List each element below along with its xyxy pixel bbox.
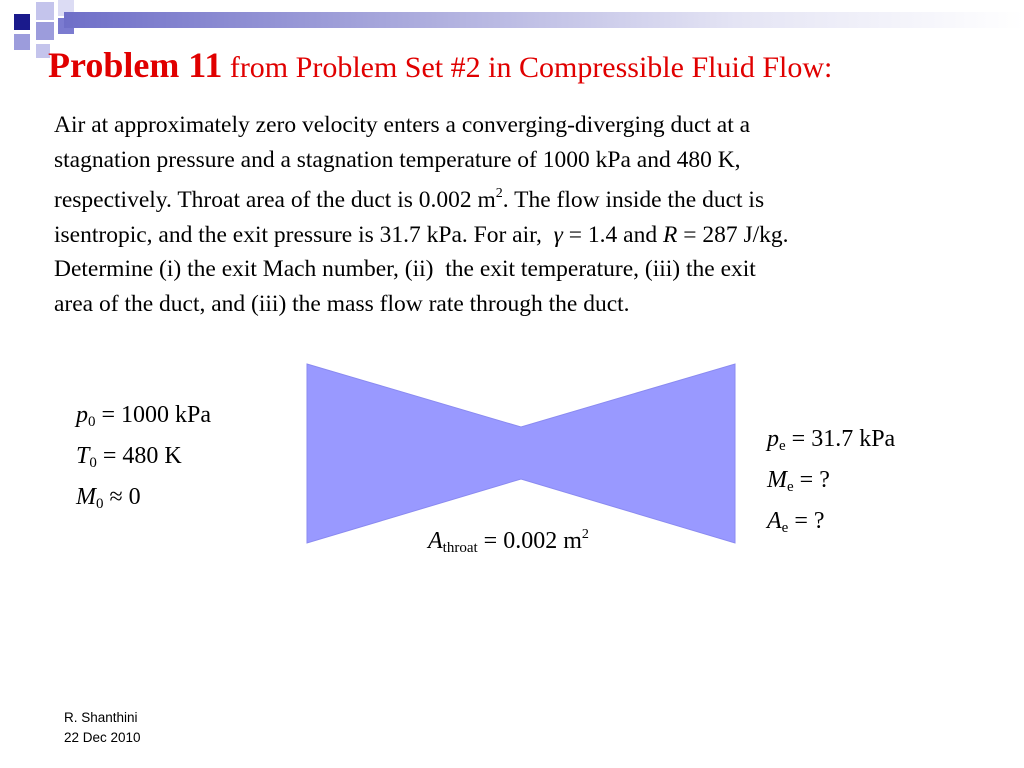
symbol: M (76, 484, 96, 510)
superscript: 2 (581, 527, 589, 542)
problem-text: = 287 J/kg. (677, 221, 789, 248)
subscript: e (787, 479, 794, 495)
subscript: 0 (88, 414, 96, 430)
gamma-symbol: γ (553, 221, 563, 248)
inlet-pressure (76, 398, 211, 439)
inlet-temperature (76, 439, 211, 480)
title-subtitle: from Problem Set #2 in Compressible Fluid Flow: (229, 51, 833, 84)
problem-line: Air at approximately zero velocity enters a converging-diverging duct at a (54, 112, 751, 138)
value: = ? (788, 508, 825, 534)
value: = 480 K (96, 443, 182, 469)
exit-pressure (767, 422, 895, 463)
gas-constant-symbol: R (662, 221, 678, 248)
problem-line: area of the duct, and (iii) the mass flow rate through the duct. (54, 290, 630, 317)
symbol: T (76, 443, 90, 469)
footer-date: 22 Dec 2010 (64, 730, 141, 745)
exit-area (767, 504, 895, 545)
value: = 0.002 m (477, 528, 582, 554)
symbol: A (767, 508, 782, 534)
exit-conditions (767, 422, 895, 545)
problem-text: isentropic, and the exit pressure is 31.7 kPa. For air, (54, 221, 554, 248)
problem-text: . The flow inside the duct is (502, 187, 765, 213)
problem-text: respectively. Throat area of the duct is 0.002 m (54, 187, 496, 213)
value: ≈ 0 (103, 484, 141, 510)
problem-superscript: 2 (495, 186, 503, 201)
symbol: p (76, 402, 88, 428)
subscript: 0 (89, 455, 97, 471)
throat-area-label (428, 527, 589, 557)
problem-line: Determine (i) the exit Mach number, (ii) the exit temperature, (iii) the exit (54, 256, 756, 282)
subscript: e (779, 438, 786, 454)
subscript: throat (442, 540, 478, 556)
symbol: A (428, 528, 443, 554)
footer-author: R. Shanthini (64, 710, 138, 725)
problem-line: stagnation pressure and a stagnation temperature of 1000 kPa and 480 K, (54, 146, 741, 173)
inlet-conditions (76, 398, 211, 521)
value: = 1000 kPa (95, 402, 212, 428)
value: = ? (793, 467, 830, 493)
symbol: p (767, 426, 779, 452)
inlet-mach (76, 480, 211, 521)
title-problem-number: Problem 11 (48, 45, 223, 85)
subscript: e (781, 520, 789, 536)
subscript: 0 (96, 496, 104, 512)
duct-shape (307, 364, 735, 543)
problem-text: = 1.4 and (562, 221, 663, 248)
exit-mach (767, 463, 895, 504)
slide-footer (64, 708, 141, 748)
symbol: M (767, 467, 787, 493)
value: = 31.7 kPa (785, 426, 896, 452)
